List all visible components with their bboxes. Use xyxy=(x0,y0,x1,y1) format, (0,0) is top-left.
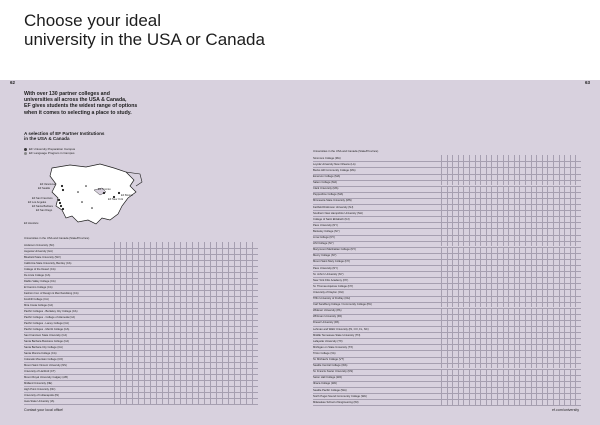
institution-name: Southern New Hampshire University (NH) xyxy=(313,211,363,215)
selection-line: in the USA & Canada xyxy=(24,136,70,142)
institution-name: Fashion Inst. of Design & Merchandising (CA) xyxy=(24,291,79,295)
institution-name: Simmons College (MA) xyxy=(313,156,341,160)
north-america-map xyxy=(22,162,147,230)
institution-name: Widener University (PA) xyxy=(313,309,342,313)
institution-name: Ithaca College (WA) xyxy=(313,382,337,386)
page-number-left: 62 xyxy=(10,80,16,85)
institution-name: Drexel University (PA) xyxy=(313,321,340,325)
map-label: EF Toronto xyxy=(98,188,111,191)
institution-name: Santa Monica College (CA) xyxy=(24,351,57,355)
institution-name: Clark University (MA) xyxy=(313,187,339,191)
institution-name: Foothill College (CA) xyxy=(24,297,49,301)
institution-name: California State University, Bentley (CA) xyxy=(24,261,72,265)
institution-name: Milwaukee School of Engineering (WI) xyxy=(313,400,359,404)
institution-name: Augusta University (GA) xyxy=(24,249,53,253)
institution-name: Pepperdine College (MA) xyxy=(313,193,344,197)
institution-name: Whitman University (PA) xyxy=(313,315,343,319)
institution-name: Seton Hall College (WA) xyxy=(313,376,343,380)
institution-name: St. Michael's College (VT) xyxy=(313,358,344,362)
institution-name: Pacific Colleges - Laney College (CA) xyxy=(24,321,69,325)
institution-name: Pacific Colleges - Berkeley City College (CA) xyxy=(24,309,78,313)
map-label: EF San Francisco xyxy=(32,197,53,200)
title-line-2: university in the USA or Canada xyxy=(24,30,265,49)
institution-name: Minnesota State University (MN) xyxy=(313,199,352,203)
institution-name: Pacific Colleges - Merritt College (CA) xyxy=(24,327,70,331)
institution-name: Michigan on State University (TX) xyxy=(313,345,354,349)
institution-name: St. John's University (NY) xyxy=(313,272,344,276)
institution-name: Midland University (NE) xyxy=(24,381,53,385)
institution-name: Carl Sandburg College / Community College (PA) xyxy=(313,303,372,307)
institution-name: Seattle Central College (WA) xyxy=(313,364,348,368)
institution-name: Mount Royal University Calgary (AB) xyxy=(24,375,68,379)
title-line-1: Choose your ideal xyxy=(24,11,162,30)
map-label: EF San Diego xyxy=(36,209,53,212)
institution-name: Salem College (MA) xyxy=(313,181,338,185)
institution-name: Colorado Mountain College (CO) xyxy=(24,357,64,361)
institution-name: San Francisco State University (CA) xyxy=(24,333,68,337)
institution-name: Mercy College (NY) xyxy=(313,254,337,258)
legend-dot-icon xyxy=(24,152,27,155)
map-label: EF Vancouver xyxy=(40,183,57,186)
institution-name: University of Indianapolis (IN) xyxy=(24,393,60,397)
institution-name: High Point University (NC) xyxy=(24,387,56,391)
institution-name: Diablo Valley College (CA) xyxy=(24,279,56,283)
institution-name: St. Thomas Aquinas College (NY) xyxy=(313,284,354,288)
institution-name: Emerson College (MA) xyxy=(313,175,341,179)
header-area xyxy=(0,0,600,80)
map-label: EF Seattle xyxy=(38,187,51,190)
institution-name: North Puget Sound Community College (WA) xyxy=(313,394,367,398)
page-title xyxy=(24,11,354,49)
institution-name: De Anza College (CA) xyxy=(24,273,51,277)
page-number-right: 63 xyxy=(584,80,590,85)
intro-line: EF gives students the widest range of options xyxy=(24,103,138,110)
institution-name: Marymount Manhattan College (NY) xyxy=(313,248,357,252)
institution-name: Seattle Pacific College (WA) xyxy=(313,388,347,392)
selection-heading xyxy=(24,131,105,142)
map-label: EF Honolulu xyxy=(24,222,39,225)
grid-cell xyxy=(575,399,581,405)
intro-paragraph xyxy=(24,91,184,116)
institution-name: Lehman and Waltz University (IN, CO, FL, NC) xyxy=(313,327,369,331)
institution-name: Lima College (NY) xyxy=(313,236,335,240)
institution-name: College of Saint Elizabeth (NJ) xyxy=(313,217,350,221)
institution-name: Anderson University (SC) xyxy=(24,243,55,247)
institution-name: Loyola University New Orleans (LA) xyxy=(313,162,356,166)
institution-name: El Camino College (CA) xyxy=(24,285,53,289)
map-label: EF Boston xyxy=(121,194,134,197)
institution-name: Mira Costa College (CA) xyxy=(24,303,54,307)
legend-label: EF University Preparation Campus xyxy=(29,147,76,151)
legend-item xyxy=(24,151,75,155)
institution-name: Bluefield State University (WV) xyxy=(24,255,61,259)
institution-name: College of the Desert (CA) xyxy=(24,267,56,271)
institution-name: Pacific Colleges - College of Alameda (CA) xyxy=(24,315,76,319)
institution-name: Triton College (VA) xyxy=(313,351,336,355)
institution-name: Pace University (NY) xyxy=(313,266,338,270)
right-table-header: Universities in the USA and Canada (State/Province) xyxy=(313,149,379,153)
institution-name: Santa Barbara Business College (CA) xyxy=(24,339,70,343)
institution-name: New York Film Academy (NY) xyxy=(313,278,349,282)
institution-name: LIM College (NY) xyxy=(313,242,334,246)
institution-name: Fairfield Dickinson University (NJ) xyxy=(313,205,354,209)
map-label: EF Santa Barbara xyxy=(32,205,53,208)
legend-label: EF Language Program in Campus xyxy=(29,151,75,155)
table-row xyxy=(24,398,258,405)
institution-name: Mount Saint Mary College (NY) xyxy=(313,260,351,264)
institution-name: University of Dayton (OH) xyxy=(313,290,344,294)
footer-url[interactable]: ef.com/university xyxy=(552,408,579,412)
institution-name: Mount Saint Vincent University (NS) xyxy=(24,363,67,367)
selection-line: A selection of EF Partner Institutions xyxy=(24,131,105,136)
institution-name: University of Hartford (CT) xyxy=(24,369,56,373)
institution-name: St. Francis Xavier University (NS) xyxy=(313,370,354,374)
map-legend xyxy=(24,147,75,155)
institution-name: Iowa State University (IA) xyxy=(24,399,55,403)
institution-name: Middle Tennessee State University (TN) xyxy=(313,333,361,337)
left-table-header: Universities in the USA and Canada (State/Province) xyxy=(24,236,90,240)
intro-line: universities all across the USA & Canada, xyxy=(24,97,127,104)
grid-cell xyxy=(252,398,258,404)
footer-contact: Contact your local office! xyxy=(24,408,64,412)
intro-line: when it comes to selecting a place to study. xyxy=(24,109,132,116)
table-row xyxy=(313,399,581,406)
map-label: EF Los Angeles xyxy=(28,201,47,204)
institution-name: Tiffin University of Findlay (OH) xyxy=(313,297,351,301)
institution-name: Lafayette University (TX) xyxy=(313,339,343,343)
institution-name: Santa Barbara City College (CA) xyxy=(24,345,63,349)
institution-name: Berkeley College (NY) xyxy=(313,229,340,233)
institution-name: Bucks Hill Community College (MA) xyxy=(313,168,356,172)
intro-line: With over 130 partner colleges and xyxy=(24,91,110,97)
legend-dot-icon xyxy=(24,148,27,151)
map-label: EF New York xyxy=(108,198,123,201)
institution-name: Pace University (NY) xyxy=(313,223,338,227)
